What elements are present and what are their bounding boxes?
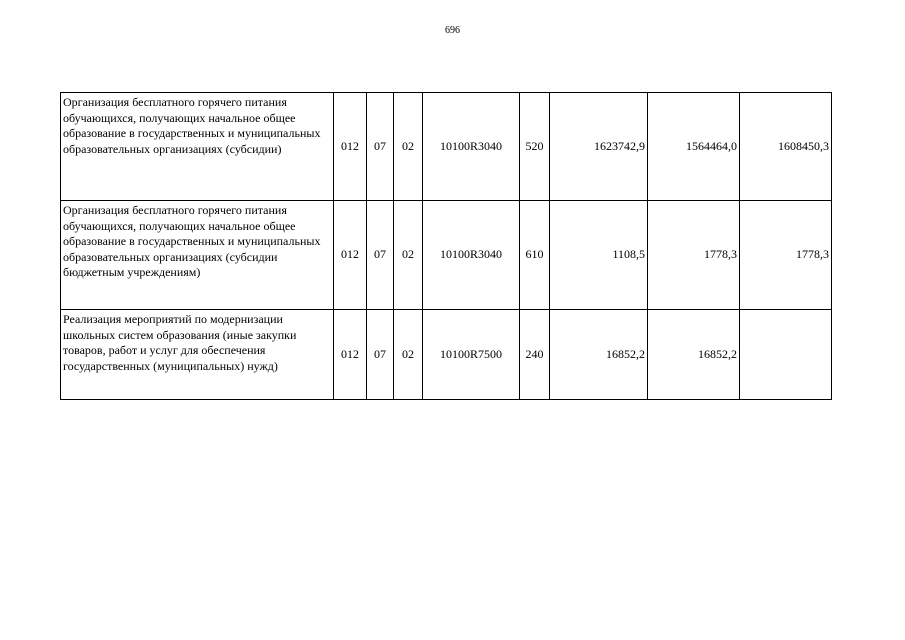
amount-year-3: 1778,3 bbox=[740, 201, 832, 310]
amount-year-1: 16852,2 bbox=[550, 310, 648, 400]
table-row bbox=[61, 93, 832, 201]
ministry-code: 012 bbox=[334, 93, 367, 201]
ministry-code: 012 bbox=[334, 310, 367, 400]
amount-year-2: 1564464,0 bbox=[648, 93, 740, 201]
row-description: Организация бесплатного горячего питания обучающихся, получающих начальное общее образование в государственных и муниципальных образовательных организациях (субсидии бюджетным учреждениям) bbox=[61, 201, 334, 310]
expense-type-code: 520 bbox=[520, 93, 550, 201]
amount-year-1: 1108,5 bbox=[550, 201, 648, 310]
target-article-code: 10100R7500 bbox=[423, 310, 520, 400]
amount-year-3 bbox=[740, 310, 832, 400]
budget-table bbox=[60, 92, 832, 400]
amount-year-2: 16852,2 bbox=[648, 310, 740, 400]
page-number: 696 bbox=[445, 25, 460, 36]
target-article-code: 10100R3040 bbox=[423, 201, 520, 310]
table-row bbox=[61, 310, 832, 400]
subsection-code: 02 bbox=[394, 93, 423, 201]
amount-year-2: 1778,3 bbox=[648, 201, 740, 310]
table-row bbox=[61, 201, 832, 310]
amount-year-1: 1623742,9 bbox=[550, 93, 648, 201]
section-code: 07 bbox=[367, 201, 394, 310]
subsection-code: 02 bbox=[394, 201, 423, 310]
target-article-code: 10100R3040 bbox=[423, 93, 520, 201]
row-description: Организация бесплатного горячего питания обучающихся, получающих начальное общее образование в государственных и муниципальных образовательных организациях (субсидии) bbox=[61, 93, 334, 201]
expense-type-code: 610 bbox=[520, 201, 550, 310]
amount-year-3: 1608450,3 bbox=[740, 93, 832, 201]
section-code: 07 bbox=[367, 93, 394, 201]
ministry-code: 012 bbox=[334, 201, 367, 310]
section-code: 07 bbox=[367, 310, 394, 400]
row-description: Реализация мероприятий по модернизации школьных систем образования (иные закупки товаров, работ и услуг для обеспечения государственных (муниципальных) нужд) bbox=[61, 310, 334, 400]
expense-type-code: 240 bbox=[520, 310, 550, 400]
subsection-code: 02 bbox=[394, 310, 423, 400]
